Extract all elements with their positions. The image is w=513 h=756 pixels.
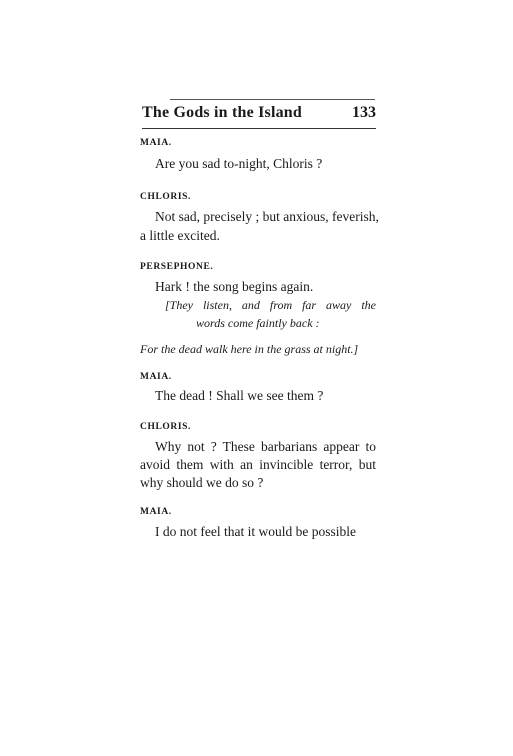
running-title: The Gods in the Island (142, 104, 303, 121)
header-rule (142, 128, 376, 129)
dialogue-line: Why not ? These barbarians appear to (155, 439, 376, 454)
dialogue-line: Are you sad to-night, Chloris ? (155, 156, 323, 171)
stage-direction: For the dead walk here in the grass at night.] (140, 342, 359, 356)
dialogue-line: Not sad, precisely ; but anxious, feverish, (155, 209, 379, 224)
header-top-rule (170, 99, 375, 100)
dialogue-line: Hark ! the song begins again. (155, 279, 314, 294)
speaker-name: PERSEPHONE. (140, 262, 214, 272)
speaker-name: CHLORIS. (140, 192, 191, 202)
stage-direction: words come faintly back : (196, 316, 320, 330)
page-number: 133 (352, 104, 376, 121)
dialogue-line: why should we do so ? (140, 475, 264, 490)
dialogue-line: a little excited. (140, 228, 220, 243)
speaker-name: MAIA. (140, 507, 172, 517)
dialogue-line: I do not feel that it would be possible (155, 524, 356, 539)
speaker-name: CHLORIS. (140, 422, 191, 432)
dialogue-line: avoid them with an invincible terror, but (140, 457, 376, 472)
speaker-name: MAIA. (140, 138, 172, 148)
stage-direction: [They listen, and from far away the (165, 298, 376, 312)
dialogue-line: The dead ! Shall we see them ? (155, 388, 324, 403)
speaker-name: MAIA. (140, 372, 172, 382)
running-header (142, 104, 376, 126)
